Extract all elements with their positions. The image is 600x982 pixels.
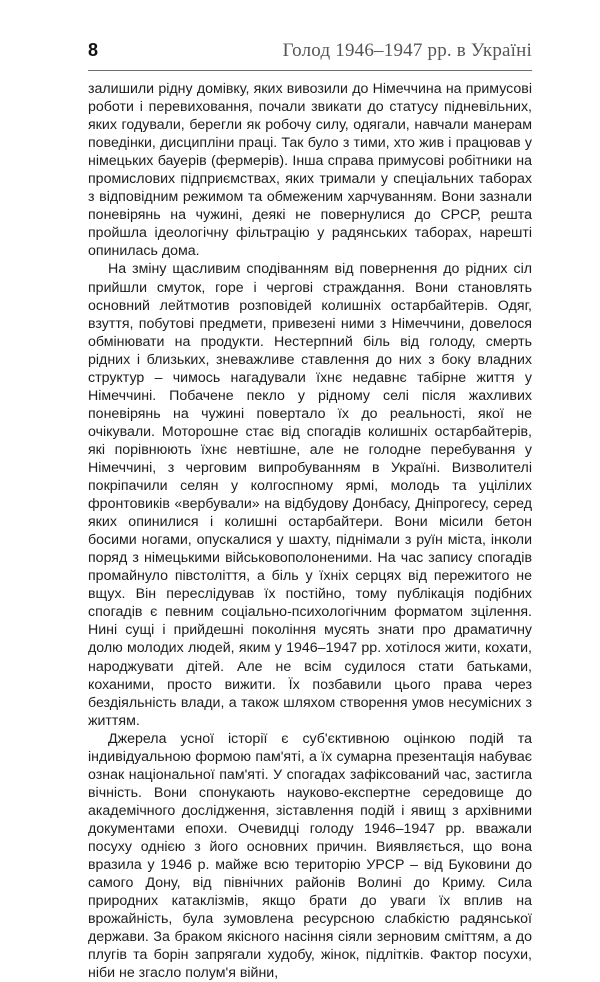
- paragraph-continuation: залишили рідну домівку, яких вивозили до Німеччина на примусові роботи і перевиховання, почали звикати до статусу підневільних, яких годували, берегли як робочу силу, одягали, навчали манерам поведінки, дисципліни праці. Так було з тими, хто жив і працював у німецьких бауерів (фермерів). Інша справа примусові робітники на промислових підприємствах, яких тримали у спеціальних таборах з відповідним режимом та обмеженим харчуванням. Вони зазнали поневірянь на чужині, деякі не повернулися до СРСР, решта пройшла ідеологічну фільтрацію у радянських таборах, нарешті опинилась дома.: [88, 81, 532, 260]
- page-header: [88, 40, 532, 71]
- paragraph-oral-history: Джерела усної історії є суб'єктивною оцінкою подій та індивідуальною формою пам'яті, а їх сумарна презентація набуває ознак національної пам'яті. У спогадах зафіксований час, застигла вічність. Вони спонукають науково-експертне середовище до академічного дослідження, зіставлення подій і явищ з архівними документами епохи. Очевидці голоду 1946–1947 рр. вважали посуху однією з його основних причин. Виявляється, що вона вразила у 1946 р. майже всю територію УРСР – від Буковини до самого Дону, від північних районів Волині до Криму. Сила природних катаклізмів, якщо брати до уваги їх вплив на врожайність, була зумовлена ресурсною слабкістю радянської держави. За браком якісного насіння сіяли зерновим сміттям, а до плугів та борін запрягали худобу, жінок, підлітків. Фактор посухи, ніби не згасло полум'я війни,: [88, 730, 532, 982]
- paragraph-return-home: На зміну щасливим сподіванням від повернення до рідних сіл прийшли смуток, горе і чергові страждання. Вони становлять основний лейтмотив розповідей колишніх остарбайтерів. Одяг, взуття, побутові предмети, привезені ними з Німеччини, довелося обмінювати на продукти. Нестерпний біль від голоду, смерть рідних і близьких, зневажливе ставлення до них з боку владних структур – чимось нагадували їхнє недавнє табірне життя у Німеччині. Побачене пекло у рідному селі після жахливих поневірянь на чужині повертало їх до реальності, якої не очікували. Моторошне стає від спогадів колишніх остарбайтерів, які порівнюють їхнє невтішне, але не голодне перебування у Німеччині, з черговим випробуванням в Україні. Визволителі покріпачили селян у колгоспному ярмі, молодь та уцілілих фронтовиків «вербували» на відбудову Донбасу, Дніпрогесу, серед яких опинилися і колишні остарбайтери. Вони місили бетон босими ногами, опускалися у шахту, піднімали з руїн міста, інколи поряд з німецькими військовополоненими. На час запису спогадів промайнуло півстоліття, а біль у їхніх серцях від пережитого не вщух. Він переслідував їх постійно, тому публікація подібних спогадів є певним соціально-психологічним форматом зцілення. Нині сущі і прийдешні покоління мусять знати про драматичну долю молодих людей, яким у 1946–1947 рр. хотілося жити, кохати, народжувати дітей. Але не всім судилося стати батьками, коханими, просто вижити. Їх позбавили цього права через бездіяльність влади, а також шляхом створення умов несумісних з життям.: [88, 261, 532, 729]
- body-text: [88, 80, 532, 982]
- running-title: Голод 1946–1947 рр. в Україні: [282, 40, 532, 61]
- page-number: 8: [88, 40, 99, 60]
